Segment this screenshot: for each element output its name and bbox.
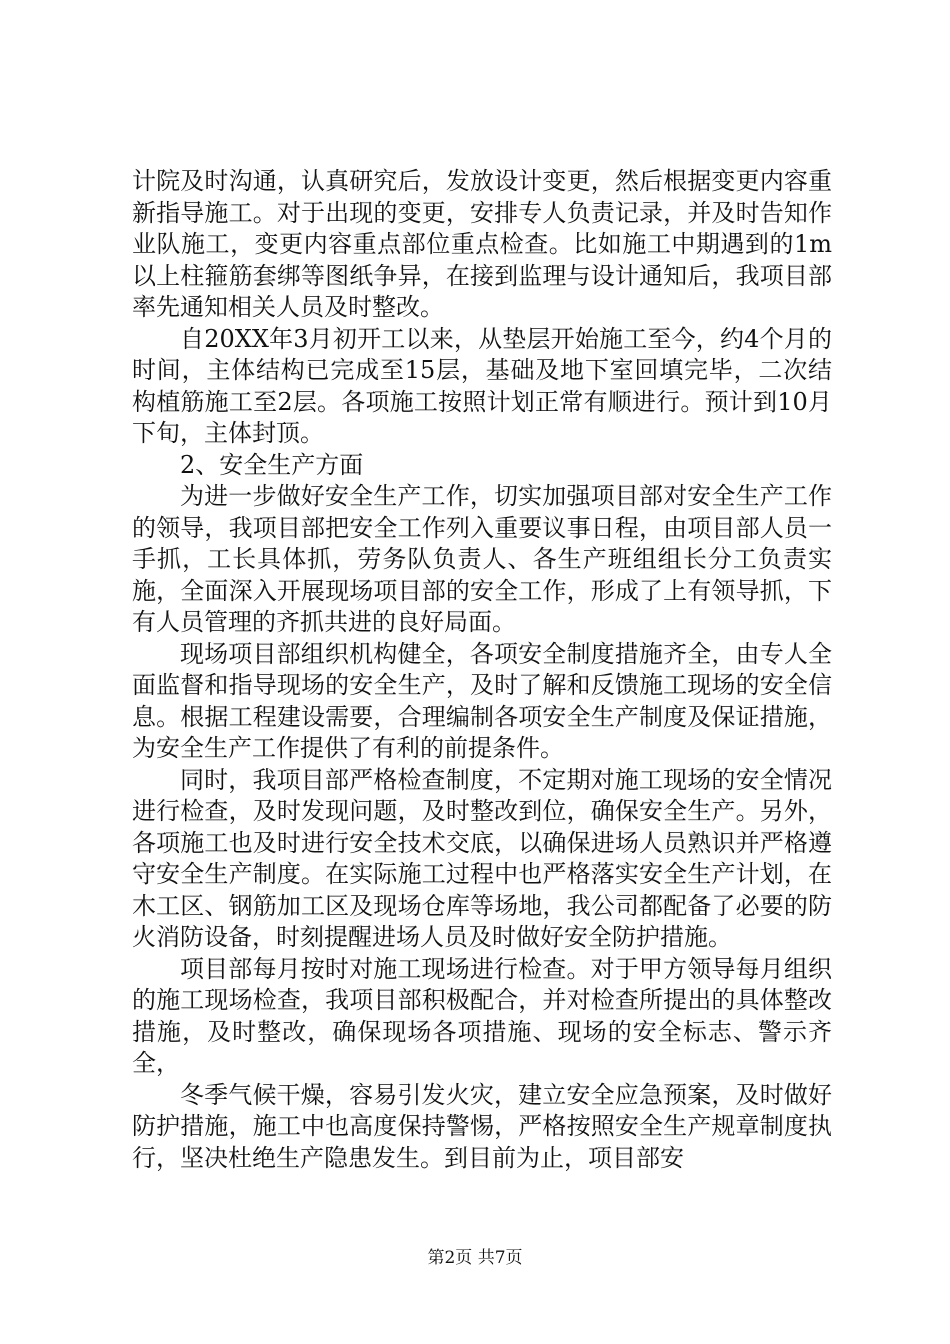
paragraph-5: 现场项目部组织机构健全，各项安全制度措施齐全，由专人全面监督和指导现场的安全生产，及时了解和反馈施工现场的安全信息。根据工程建设需要，合理编制各项安全生产制度及保证措施，为安全生产工作提供了有利的前提条件。 (132, 639, 832, 762)
page-number-footer: 第2页 共7页 (427, 1248, 523, 1268)
paragraph-4: 为进一步做好安全生产工作，切实加强项目部对安全生产工作的领导，我项目部把安全工作列入重要议事日程，由项目部人员一手抓，工长具体抓，劳务队负责人、各生产班组组长分工负责实施，全面深入开展现场项目部的安全工作，形成了上有领导抓，下有人员管理的齐抓共进的良好局面。 (132, 482, 832, 636)
paragraph-1: 计院及时沟通，认真研究后，发放设计变更，然后根据变更内容重新指导施工。对于出现的变更，安排专人负责记录，并及时告知作业队施工，变更内容重点部位重点检查。比如施工中期遇到的1m以上柱箍筋套绑等图纸争异，在接到监理与设计通知后，我项目部率先通知相关人员及时整改。 (132, 167, 832, 321)
paragraph-8: 冬季气候干燥，容易引发火灾，建立安全应急预案，及时做好防护措施，施工中也高度保持警惕，严格按照安全生产规章制度执行，坚决杜绝生产隐患发生。到目前为止，项目部安 (132, 1080, 832, 1172)
section-heading-safety: 2、安全生产方面 (180, 450, 364, 479)
paragraph-7: 项目部每月按时对施工现场进行检查。对于甲方领导每月组织的施工现场检查，我项目部积极配合，并对检查所提出的具体整改措施，及时整改，确保现场各项措施、现场的安全标志、警示齐全， (132, 954, 832, 1077)
document-body (132, 166, 832, 1174)
paragraph-2: 自20XX年3月初开工以来，从垫层开始施工至今，约4个月的时间，主体结构已完成至15层，基础及地下室回填完毕，二次结构植筋施工至2层。各项施工按照计划正常有顺进行。预计到10月下旬，主体封顶。 (132, 324, 832, 447)
paragraph-6: 同时，我项目部严格检查制度，不定期对施工现场的安全情况进行检查，及时发现问题，及时整改到位，确保安全生产。另外，各项施工也及时进行安全技术交底，以确保进场人员熟识并严格遵守安全生产制度。在实际施工过程中也严格落实安全生产计划，在木工区、钢筋加工区及现场仓库等场地，我公司都配备了必要的防火消防设备，时刻提醒进场人员及时做好安全防护措施。 (132, 765, 832, 951)
